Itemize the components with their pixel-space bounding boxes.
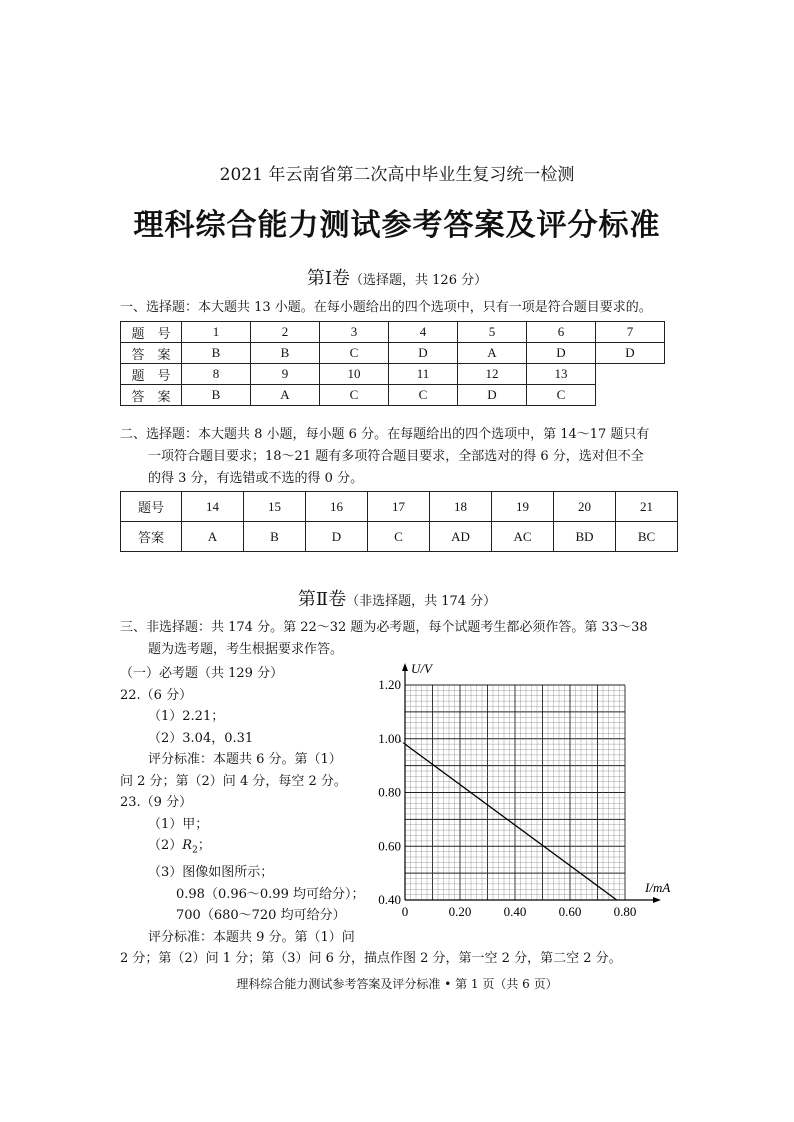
table-cell: AC [492,522,554,552]
row-label: 题 号 [121,364,182,385]
part2-instruction [120,617,648,661]
x-axis-label: I/mA [645,880,671,895]
table-cell: 21 [616,492,678,522]
table-cell: C [320,385,389,406]
table-cell: D [389,343,458,364]
answer-table-1 [120,321,665,406]
table-cell: 1 [182,322,251,343]
x-axis-arrow [653,897,661,903]
table-cell: 14 [182,492,244,522]
table-cell: D [306,522,368,552]
u-i-chart [365,660,685,925]
q23-title: 23.（9 分） [120,795,193,810]
table-row [121,343,665,364]
y-tick-label: 0.60 [378,838,401,854]
y-tick-label: 1.00 [378,730,401,746]
q2-instruction-line: 一项符合题目要求；18～21 题有多项符合题目要求，全部选对的得 6 分，选对但不全 [148,449,644,464]
table-cell: 10 [320,364,389,385]
empty-cell [596,364,665,385]
table-cell: 5 [458,322,527,343]
table-cell: C [527,385,596,406]
resistor-subscript: 2 [192,845,198,856]
table-cell: C [368,522,430,552]
y-tick-label: 0.80 [378,784,401,800]
table-row [121,385,665,406]
q22-title: 22.（6 分） [120,687,193,703]
part1-subtitle: （选择题，共 126 分） [350,273,488,288]
table-cell: 11 [389,364,458,385]
table-cell: 4 [389,322,458,343]
resistor-symbol: R [182,838,193,853]
chart-grid [405,685,625,900]
table-cell: B [182,343,251,364]
q23-value-2: 700（680～720 均可给分） [176,908,346,924]
x-tick-label: 0 [401,904,409,919]
y-tick-label: 1.20 [378,677,401,692]
part2-instruction-line: 三、非选择题：共 174 分。第 22～32 题为必考题，每个试题考生都必须作答。第 33～38 [120,620,648,635]
part2-instruction-line: 题为选考题，考生根据要求作答。 [148,642,344,657]
table-cell: 16 [306,492,368,522]
table-cell: C [389,385,458,406]
x-tick-label: 0.20 [448,904,472,919]
table-cell: 8 [182,364,251,385]
table-cell: 3 [320,322,389,343]
table-cell: 12 [458,364,527,385]
table-cell: 17 [368,492,430,522]
row-label: 题号 [121,492,182,522]
part1-title: 第Ⅰ卷 [306,268,351,289]
empty-cell [596,385,665,406]
table-cell: 13 [527,364,596,385]
page-footer: 理科综合能力测试参考答案及评分标准 • 第 1 页（共 6 页） [236,977,558,991]
q22-score-line: 评分标准：本题共 6 分。第（1） [148,752,342,767]
table-cell: BD [554,522,616,552]
table-row [121,322,665,343]
table-cell: B [182,385,251,406]
q23-score-line: 评分标准：本题共 9 分。第（1）问 [148,929,355,945]
q23-answer-3: （3）图像如图所示； [148,865,274,881]
table-cell: B [251,343,320,364]
x-tick-label: 0.80 [613,904,637,919]
part2-subtitle: （非选择题，共 174 分） [346,594,497,609]
table-cell: A [458,343,527,364]
x-tick-label: 0.60 [558,904,582,919]
chart-labels [378,661,670,919]
q23-answer-1: （1）甲； [148,816,209,832]
answer-table-2 [120,491,678,552]
part1-heading [0,264,794,290]
required-heading: （一）必考题（共 129 分） [120,666,284,681]
table-cell: D [527,343,596,364]
table-cell: 6 [527,322,596,343]
x-tick-label: 0.40 [503,904,527,919]
part2-title: 第Ⅱ卷 [297,589,347,610]
q1-instruction: 一、选择题：本大题共 13 小题。在每小题给出的四个选项中，只有一项是符合题目要求的。 [120,300,652,315]
table-cell: B [244,522,306,552]
q2-instruction [120,424,649,490]
table-row [121,492,678,522]
exam-title: 2021 年云南省第二次高中毕业生复习统一检测 [219,165,575,185]
y-axis-arrow [402,663,408,671]
row-label: 题 号 [121,322,182,343]
table-cell: 19 [492,492,554,522]
table-row [121,364,665,385]
q23-answer-2-prefix: （2） [148,838,183,853]
row-label: 答案 [121,522,182,552]
q2-instruction-line: 二、选择题：本大题共 8 小题，每小题 6 分。在每题给出的四个选项中，第 14～17 题只有 [120,427,650,442]
part2-heading [0,585,794,611]
document-title: 理科综合能力测试参考答案及评分标准 [133,208,661,243]
table-cell: AD [430,522,492,552]
table-cell: 15 [244,492,306,522]
table-cell: 2 [251,322,320,343]
table-cell: 7 [596,322,665,343]
q22-score-line: 问 2 分；第（2）问 4 分，每空 2 分。 [120,773,347,789]
q2-instruction-line: 的得 3 分，有选错或不选的得 0 分。 [148,471,364,486]
row-label: 答 案 [121,385,182,406]
table-cell: 9 [251,364,320,385]
q22-answer-2: （2）3.04，0.31 [148,730,254,746]
q23-value-1: 0.98（0.96～0.99 均可给分）； [176,886,365,902]
table-cell: BC [616,522,678,552]
table-cell: A [182,522,244,552]
q23-score-line: 2 分；第（2）问 1 分；第（3）问 6 分，描点作图 2 分，第一空 2 分，第二空 2 分。 [120,951,622,967]
y-tick-label: 0.40 [378,892,401,907]
row-label: 答 案 [121,343,182,364]
table-row [121,522,678,552]
table-cell: A [251,385,320,406]
table-cell: D [596,343,665,364]
table-cell: C [320,343,389,364]
table-cell: 20 [554,492,616,522]
y-axis-label: U/V [411,661,432,676]
fit-line [405,744,617,900]
table-cell: D [458,385,527,406]
q22-answer-1: （1）2.21； [148,709,225,724]
table-cell: 18 [430,492,492,522]
q23-answer-2-suffix: ； [197,838,211,853]
